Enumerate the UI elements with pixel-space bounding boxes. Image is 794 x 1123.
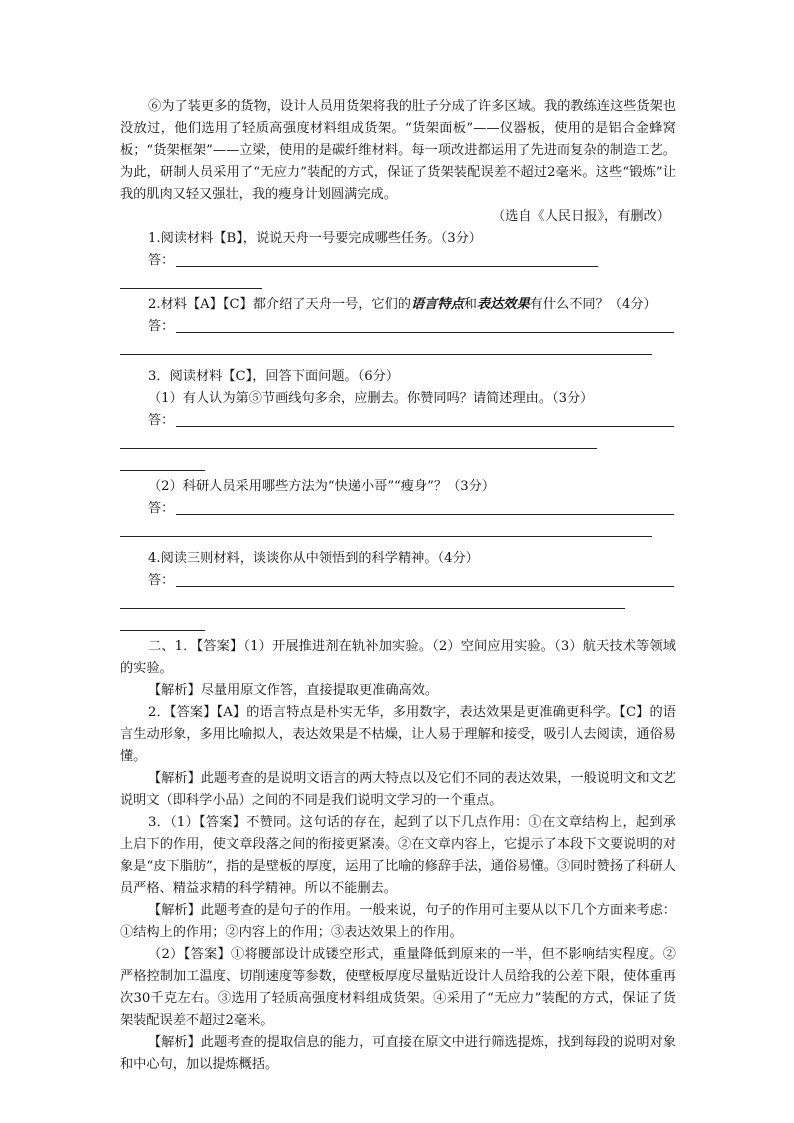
answer-label: 答： [148,501,175,516]
question-4: 4.阅读三则材料，谈谈你从中领悟到的科学精神。（4分） [148,551,479,566]
question-3-1: （1）有人认为第⑤节画线句多余，应删去。你赞同吗？请简述理由。（3分） [148,391,594,406]
question-1: 1.阅读材料【B】，说说天舟一号要完成哪些任务。（3分） [148,231,482,246]
answer-1: 二、1．【答案】（1）开展推进剂在轨补加实验。（2）空间应用实验。（3）航天技术等领域的实验。 [120,639,676,676]
question-3-2: （2）科研人员采用哪些方法为“快递小哥”“瘦身”？（3分） [148,479,496,494]
answer-3-2: （2）【答案】①将腰部设计成镂空形式，重量降低到原来的一半，但不影响结实程度。②严格控制加工温度、切削速度等参数，使壁板厚度尽量贴近设计人员给我的公差下限，使体重再次30千克左右。③选用了轻质高强度材料组成货架。④采用了“无应力”装配的方式，保证了货架装配误差不超过2毫米。 [120,947,676,1028]
question-2-prefix: 2.材料【A】【C】都介绍了天舟一号，它们的 [148,297,411,312]
answer-line-4b[interactable] [120,592,676,614]
answer-line-4c[interactable] [120,614,676,636]
answer-line-2a[interactable] [120,316,676,338]
answer-underline [176,266,598,267]
answer-underline [120,448,597,449]
passage-paragraph-6: ⑥为了装更多的货物，设计人员用货架将我的肚子分成了许多区域。我的教练连这些货架也没放过，他们选用了轻质高强度材料组成货架。“货架面板”——仪器板，使用的是铝合金蜂窝板；“货架框架”——立梁，使用的是碳纤维材料。每一项改进都运用了先进而复杂的制造工艺。为此，研制人员采用了“无应力”装配的方式，保证了货架装配误差不超过2毫米。这些“锻炼”让我的肌肉又轻又强壮，我的瘦身计划圆满完成。 [120,99,676,202]
answer-underline [176,332,674,333]
passage-source: （选自《人民日报》，有删改） [491,209,670,224]
answer-line-3-1a[interactable] [120,410,676,432]
answer-line-1b[interactable] [120,272,676,294]
document-page [120,96,676,1076]
answer-3-1-analysis: 【解析】此题考查的是句子的作用。一般来说，句子的作用可主要从以下几个方面来考虑：①结构上的作用；②内容上的作用；③表达效果上的作用。 [120,903,676,940]
answer-label: 答： [148,413,175,428]
answer-2-analysis: 【解析】此题考查的是说明文语言的两大特点以及它们不同的表达效果，一般说明文和文艺说明文（即科学小品）之间的不同是我们说明文学习的一个重点。 [120,771,676,808]
answer-underline [120,608,625,609]
answer-label: 答： [148,253,175,268]
answer-line-1a[interactable] [120,250,676,272]
answer-line-3-2b[interactable] [120,520,676,542]
answer-label: 答： [148,573,175,588]
answer-underline [176,586,674,587]
question-3: 3．阅读材料【C】，回答下面问题。（6分） [148,369,400,384]
answer-underline [120,470,205,471]
answer-underline [176,426,674,427]
question-2-suffix: 有什么不同？（4分） [529,297,657,312]
answer-2: 2．【答案】【A】的语言特点是朴实无华，多用数字，表达效果是更准确更科学。【C】的语言生动形象，多用比喻拟人，表达效果是不枯燥，让人易于理解和接受，吸引人去阅读，通俗易懂。 [120,705,676,764]
answer-label: 答： [148,319,175,334]
question-2 [120,294,676,316]
answer-line-2b[interactable] [120,338,676,360]
question-2-keyword-language: 语言特点 [410,297,464,312]
answer-3-1: 3．（1）【答案】不赞同。这句话的存在，起到了以下几点作用：①在文章结构上，起到承上启下的作用，使文章段落之间的衔接更紧凑。②在文章内容上，它提示了本段下文要说明的对象是“皮下脂肪”，指的是壁板的厚度，运用了比喻的修辞手法，通俗易懂。③同时赞扬了科研人员严格、精益求精的科学精神。所以不能删去。 [120,815,676,896]
answer-underline [176,514,674,515]
answer-underline [120,536,652,537]
answer-3-2-analysis: 【解析】此题考查的提取信息的能力，可直接在原文中进行筛选提炼，找到每段的说明对象和中心句，加以提炼概括。 [120,1035,676,1072]
question-2-keyword-effect: 表达效果 [476,297,530,312]
question-2-mid: 和 [463,297,477,312]
answer-line-3-1c[interactable] [120,454,676,476]
answer-1-analysis: 【解析】尽量用原文作答，直接提取更准确高效。 [148,683,439,698]
answer-underline [120,630,205,631]
answer-underline [120,288,262,289]
answer-line-3-1b[interactable] [120,432,676,454]
answer-underline [120,354,652,355]
answer-line-4a[interactable] [120,570,676,592]
answer-line-3-2a[interactable] [120,498,676,520]
